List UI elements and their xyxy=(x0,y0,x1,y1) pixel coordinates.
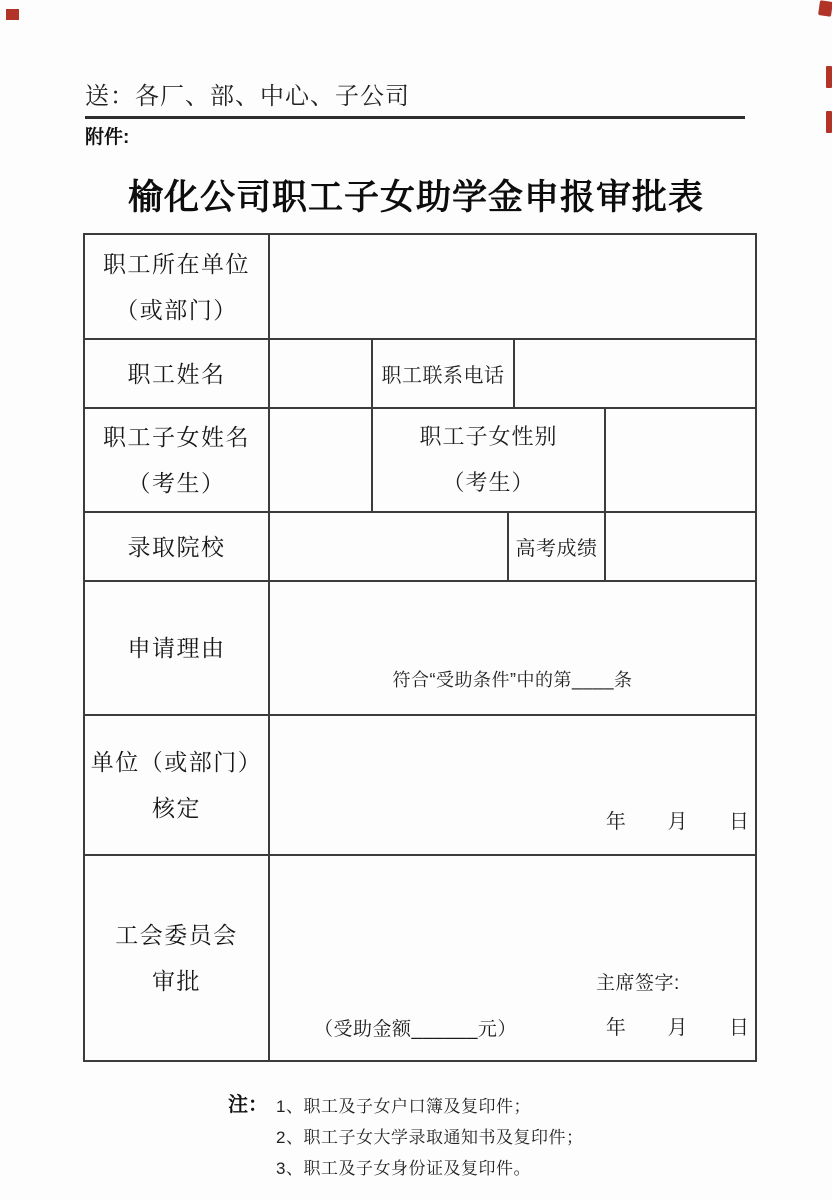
grant-amount-blank: （受助金额______元） xyxy=(314,1019,517,1040)
reason-value-cell xyxy=(270,582,755,714)
scan-mark-right-edge-2 xyxy=(826,111,832,133)
row-child-name-gender xyxy=(85,407,755,511)
date-year-label: 年 xyxy=(605,1017,626,1039)
form-title: 榆化公司职工子女助学金申报审批表 xyxy=(127,178,704,217)
row-unit-approval xyxy=(85,714,755,854)
employee-phone-value-cell xyxy=(515,340,755,407)
scan-mark-top-left xyxy=(6,9,19,20)
note-item-3: 3、职工及子女身份证及复印件。 xyxy=(276,1159,531,1178)
row-application-reason xyxy=(85,580,755,714)
employer-unit-value-cell xyxy=(270,235,755,338)
scan-mark-right-edge-1 xyxy=(826,66,832,88)
employee-name-value-cell xyxy=(270,340,373,407)
row-union-approval xyxy=(85,854,755,1060)
date-day-label: 日 xyxy=(729,811,749,833)
unit-approval-label: 单位（或部门） 核定 xyxy=(85,716,270,854)
row-employer-unit xyxy=(85,235,755,338)
unit-approval-date xyxy=(606,805,749,834)
date-year-label: 年 xyxy=(605,811,626,833)
exam-score-value-cell xyxy=(606,513,755,580)
reason-label: 申请理由 xyxy=(85,582,270,714)
admitted-school-label: 录取院校 xyxy=(85,513,270,580)
employee-phone-label: 职工联系电话 xyxy=(373,340,515,407)
child-gender-value-cell xyxy=(606,409,755,511)
unit-approval-value-cell xyxy=(270,716,755,854)
row-school-score xyxy=(85,511,755,580)
union-approval-value-cell xyxy=(270,856,755,1060)
attachment-label: 附件: xyxy=(85,127,130,148)
row-employee-name-phone xyxy=(85,338,755,407)
notes-section xyxy=(228,1088,583,1184)
scan-mark-top-right xyxy=(818,0,832,17)
reason-condition-text: 符合“受助条件”中的第____条 xyxy=(392,670,633,690)
union-approval-label: 工会委员会 审批 xyxy=(85,856,270,1060)
date-day-label: 日 xyxy=(729,1017,749,1039)
note-item-1: 1、职工及子女户口簿及复印件； xyxy=(276,1097,531,1116)
child-gender-label: 职工子女性别 （考生） xyxy=(373,409,606,511)
employee-name-label: 职工姓名 xyxy=(85,340,270,407)
date-month-label: 月 xyxy=(667,811,688,833)
date-month-label: 月 xyxy=(667,1017,688,1039)
child-name-label: 职工子女姓名 （考生） xyxy=(85,409,270,511)
exam-score-label: 高考成绩 xyxy=(509,513,606,580)
distribution-line: 送：各厂、部、中心、子公司 xyxy=(85,76,745,119)
admitted-school-value-cell xyxy=(270,513,509,580)
notes-list xyxy=(276,1091,583,1184)
note-item-2: 2、职工子女大学录取通知书及复印件； xyxy=(276,1128,584,1147)
employer-unit-label: 职工所在单位 （或部门） xyxy=(85,235,270,338)
application-table xyxy=(83,233,757,1062)
chairman-signature-label: 主席签字: xyxy=(596,973,680,994)
notes-label: 注： xyxy=(228,1094,268,1116)
child-name-value-cell xyxy=(270,409,373,511)
union-approval-date xyxy=(606,1011,749,1040)
